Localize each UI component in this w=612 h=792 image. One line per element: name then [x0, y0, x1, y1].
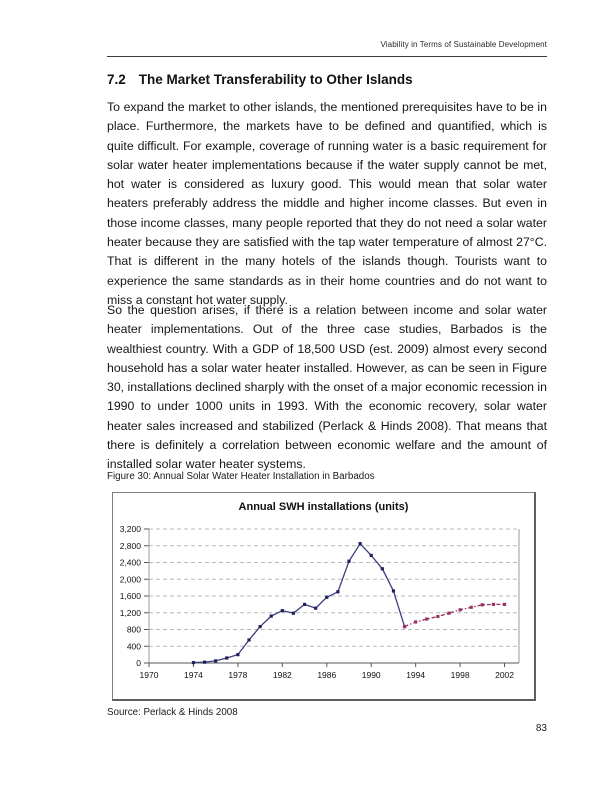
svg-text:1986: 1986	[317, 670, 337, 680]
svg-text:1990: 1990	[361, 670, 381, 680]
svg-text:2,800: 2,800	[119, 540, 141, 551]
svg-text:3,200: 3,200	[119, 524, 141, 534]
header-rule	[107, 56, 547, 57]
svg-text:2002: 2002	[495, 670, 515, 680]
section-title: The Market Transferability to Other Islands	[138, 72, 413, 87]
svg-text:0: 0	[136, 658, 141, 668]
svg-text:2,400: 2,400	[119, 557, 141, 568]
body-paragraph-1: To expand the market to other islands, the mentioned prerequisites have to be in place. Furthermore, the markets have to be defined and quantified, which is quite difficult. For example, coverage of running water is a basic requirement for solar water heater implementations because if the water supply cannot be met, hot water is considered as luxury good. This would mean that solar water heaters preferably address the middle and higher income classes. But even in those income classes, many people reported that they do not need a solar water heater because they are satisfied with the tap water temperature of almost 27°C. That is different in the many hotels of the islands though. Tourists want to experience the same standards as in their home countries and do not want to miss a constant hot water supply.	[107, 100, 547, 307]
chart-title: Annual SWH installations (units)	[238, 501, 409, 513]
section-heading	[107, 72, 547, 87]
svg-text:1982: 1982	[272, 670, 292, 680]
section-number: 7.2	[107, 72, 126, 87]
svg-text:1974: 1974	[183, 670, 203, 680]
body-paragraph-2: So the question arises, if there is a relation between income and solar water heater implementations. Out of the three case studies, Barbados is the wealthiest country. With a GDP of 18,500 USD (est. 2009) almost every second household has a solar water heater installed. However, as can be seen in Figure 30, installations declined sharply with the onset of a major economic recession in 1990 to under 1000 units in 1993. With the economic recovery, solar water heater sales increased and stabilized (Perlack & Hinds 2008). That means that there is definitely a correlation between economic welfare and the amount of installed solar water heater systems.	[107, 303, 547, 472]
svg-text:2,000: 2,000	[119, 574, 141, 585]
svg-text:400: 400	[126, 641, 141, 652]
source-note: Source: Perlack & Hinds 2008	[107, 707, 238, 718]
figure-caption: Figure 30: Annual Solar Water Heater Installation in Barbados	[107, 471, 375, 482]
installation-chart	[112, 492, 536, 701]
chart-canvas	[113, 517, 532, 691]
svg-text:1994: 1994	[406, 670, 426, 680]
page-number: 83	[535, 723, 547, 734]
svg-text:1978: 1978	[228, 670, 248, 680]
running-header: Viability in Terms of Sustainable Development	[380, 40, 547, 49]
svg-text:1,200: 1,200	[119, 607, 141, 618]
svg-text:800: 800	[126, 624, 141, 635]
svg-text:1970: 1970	[139, 670, 159, 680]
svg-text:1,600: 1,600	[119, 591, 141, 601]
svg-text:1998: 1998	[450, 670, 470, 680]
